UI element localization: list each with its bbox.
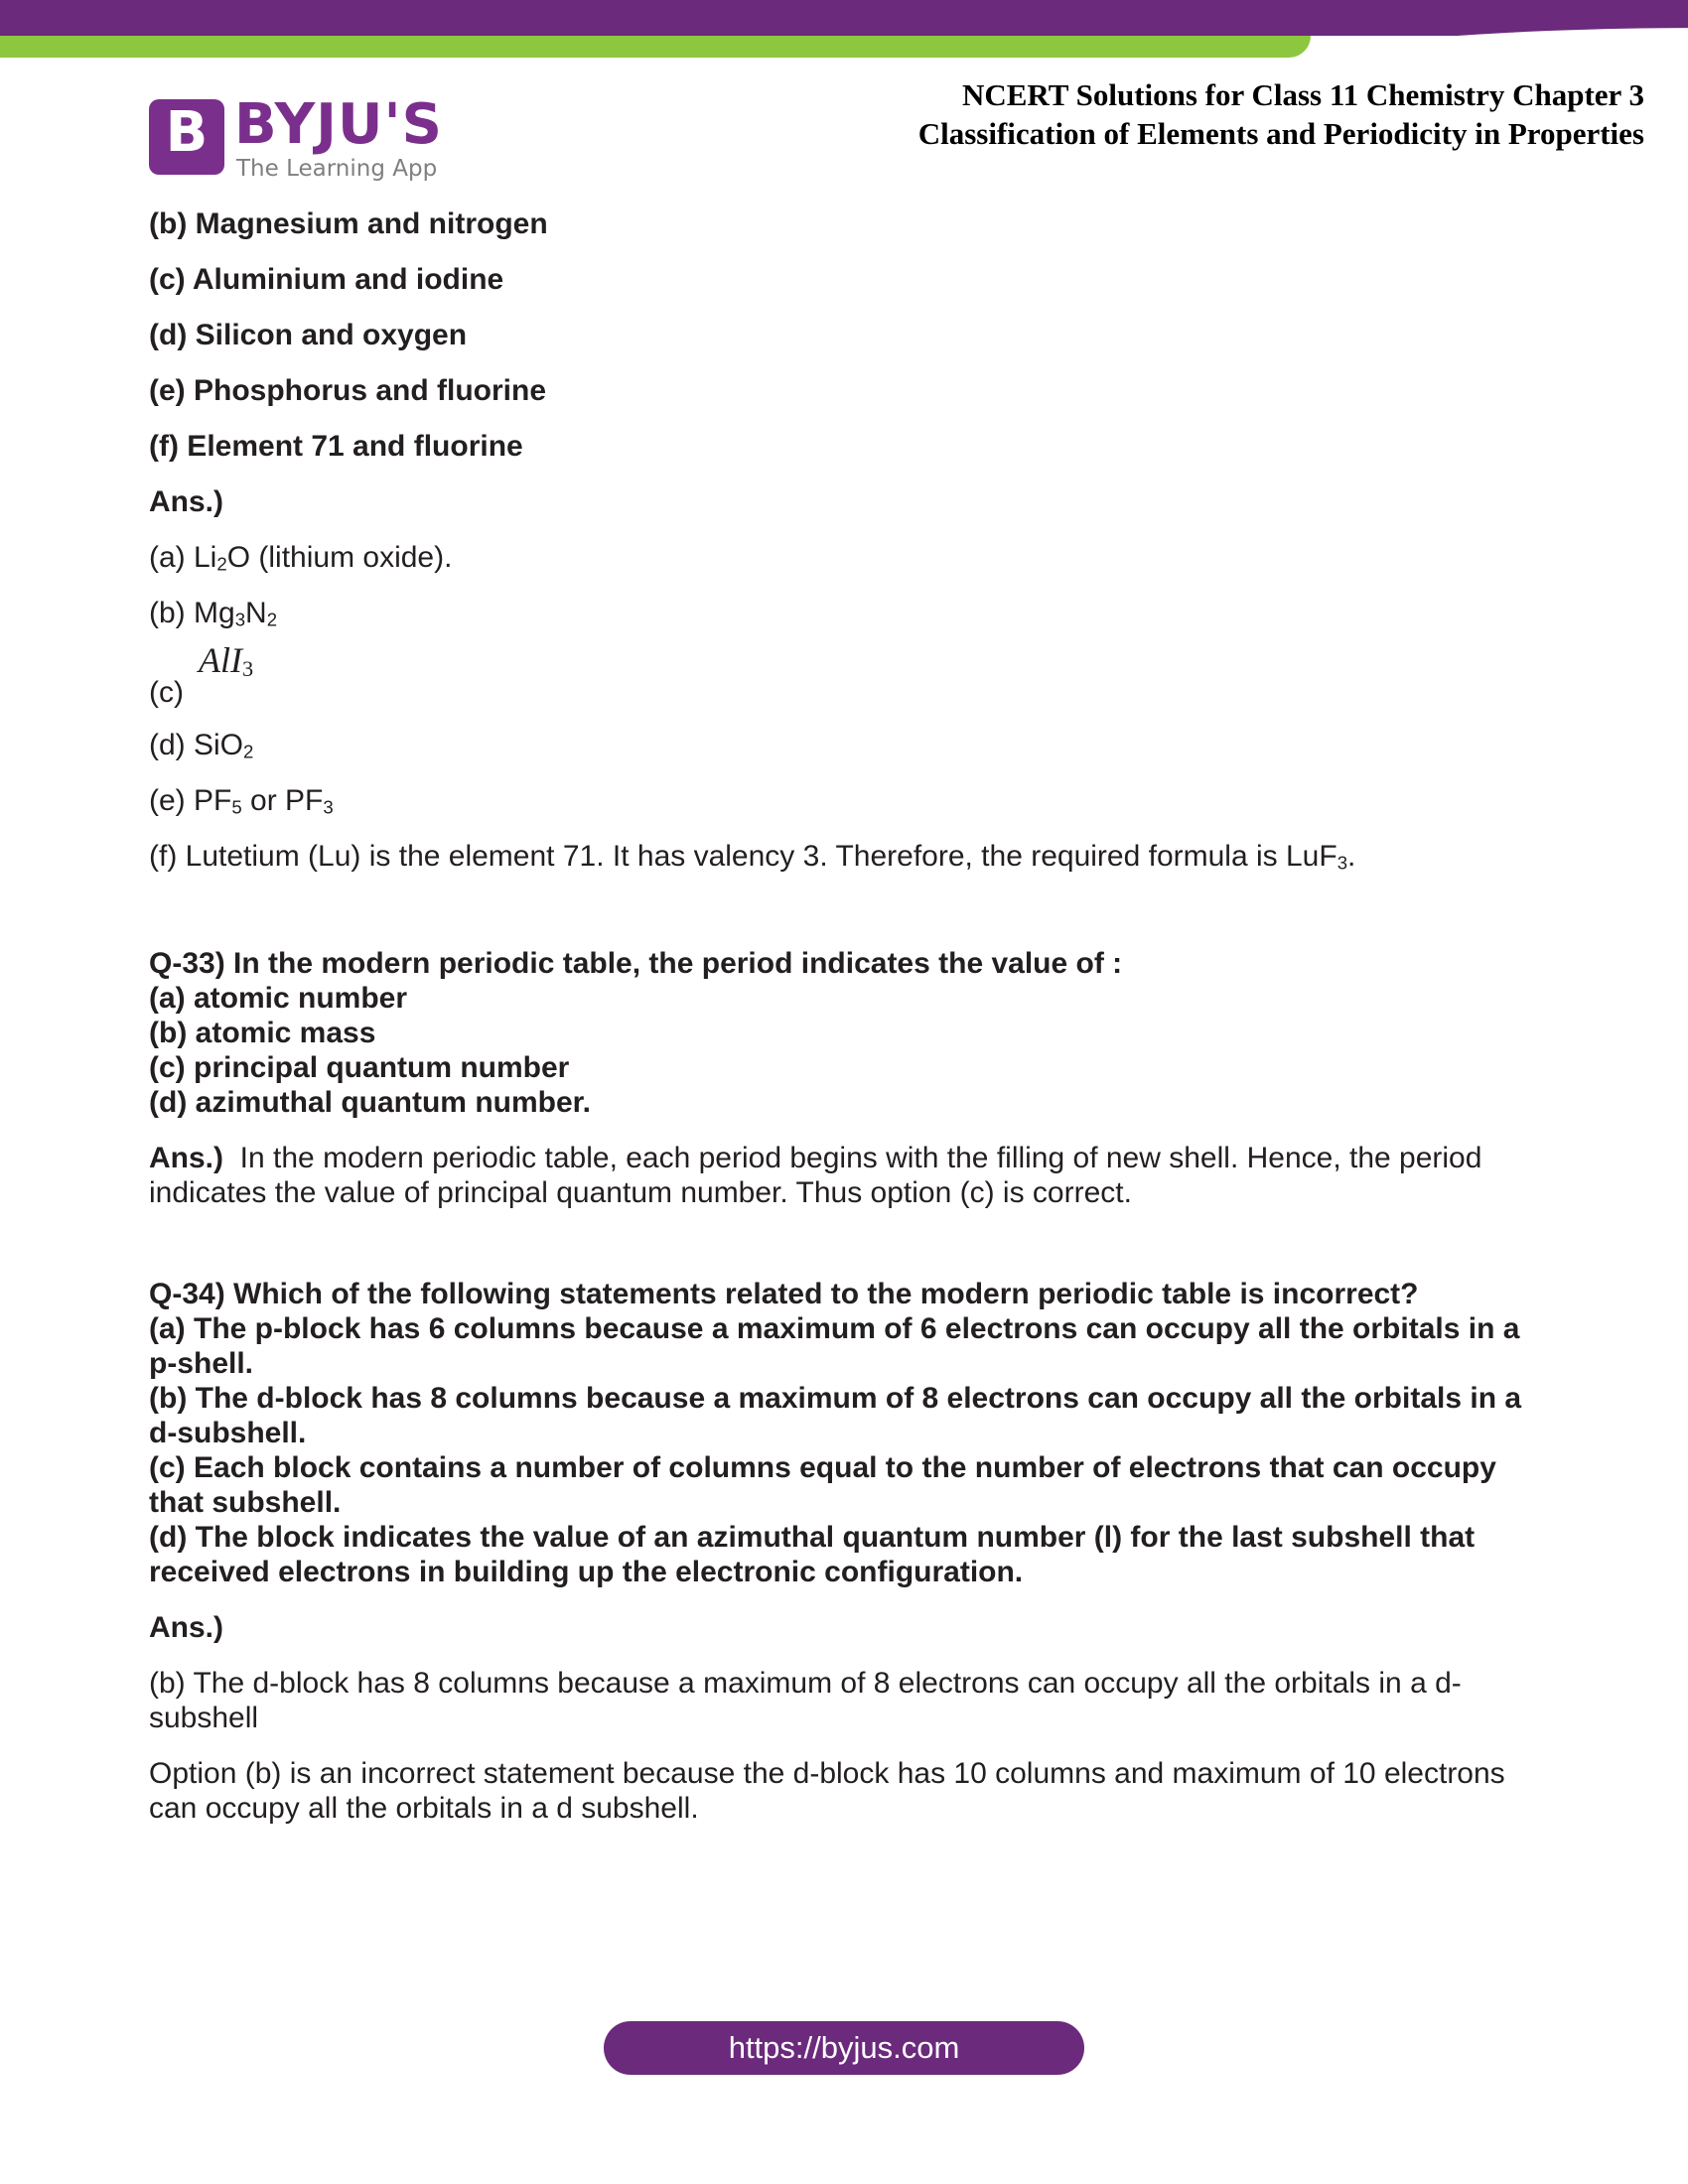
q32-option-f: (f) Element 71 and fluorine — [149, 430, 523, 463]
q32-option-e: (e) Phosphorus and fluorine — [149, 374, 547, 407]
q34-ans-label: Ans.) — [149, 1611, 223, 1644]
q33-option-a: (a) atomic number — [149, 982, 408, 1015]
q32-option-d: (d) Silicon and oxygen — [149, 319, 468, 351]
q33-option-c: (c) principal quantum number — [149, 1051, 570, 1084]
q33-option-d: (d) azimuthal quantum number. — [149, 1086, 592, 1119]
header-title-line-1: NCERT Solutions for Class 11 Chemistry Chapter 3 — [961, 77, 1644, 112]
logo-tagline: The Learning App — [236, 156, 438, 182]
q33-answer: Ans.) In the modern periodic table, each period begins with the filling of new shell. Hence, the period indicates the value of principal quantum number. Thus option (c) is correct. — [149, 1142, 1482, 1209]
q32-answer-c: (c) AlI$_3$ — [149, 640, 254, 709]
q32-answer-d: (d) SiO$_2$ — [149, 729, 254, 762]
logo-mark-letter: B — [165, 100, 209, 165]
formula-all3: AlI$_3$ — [199, 640, 254, 682]
byjus-logo — [149, 92, 447, 185]
header-title-line-2: Classification of Elements and Periodicity in Properties — [917, 116, 1644, 151]
document-body — [149, 206, 1539, 1846]
q34-answer-line-2: Option (b) is an incorrect statement because the d-block has 10 columns and maximum of 10 electrons can occupy all the orbitals in a d subshell. — [149, 1757, 1505, 1825]
q32-option-c: (c) Aluminium and iodine — [149, 263, 504, 296]
logo-brand-name: BYJU'S — [234, 92, 443, 157]
q32-answer-f: (f) Lutetium (Lu) is the element 71. It has valency 3. Therefore, the required formula is LuF$_3$. — [149, 840, 1356, 874]
q32-answer-b: (b) $Mg_3N_2$ — [149, 597, 278, 630]
q33-option-b: (b) atomic mass — [149, 1017, 376, 1049]
page-header-title — [918, 75, 1644, 153]
top-band-green — [0, 36, 1311, 58]
top-band-purple — [0, 0, 1688, 36]
q32-answer-a: (a) $Li_2O$ (lithium oxide). — [149, 541, 453, 575]
q34-question: Q-34) Which of the following statements related to the modern periodic table is incorrect? — [149, 1278, 1419, 1310]
q33-question-block — [149, 946, 1539, 1120]
q34-option-c: (c) Each block contains a number of columns equal to the number of electrons that can occupy that subshell. — [149, 1451, 1496, 1519]
q32-ans-label: Ans.) — [149, 485, 223, 518]
q33-question: Q-33) In the modern periodic table, the period indicates the value of : — [149, 947, 1123, 980]
q34-option-b: (b) The d-block has 8 columns because a maximum of 8 electrons can occupy all the orbitals in a d-subshell. — [149, 1382, 1522, 1449]
q34-option-d: (d) The block indicates the value of an azimuthal quantum number (l) for the last subshell that received electrons in building up the electronic configuration. — [149, 1521, 1476, 1588]
q32-option-b: (b) Magnesium and nitrogen — [149, 207, 548, 240]
q34-answer-line-1: (b) The d-block has 8 columns because a maximum of 8 electrons can occupy all the orbitals in a d-subshell — [149, 1667, 1462, 1734]
q34-option-a: (a) The p-block has 6 columns because a maximum of 6 electrons can occupy all the orbitals in a p-shell. — [149, 1312, 1520, 1380]
q34-question-block — [149, 1277, 1539, 1589]
footer-url-link[interactable]: https://byjus.com — [604, 2021, 1084, 2075]
q32-answer-e: (e) $PF_5$ or $PF_3$ — [149, 784, 334, 818]
